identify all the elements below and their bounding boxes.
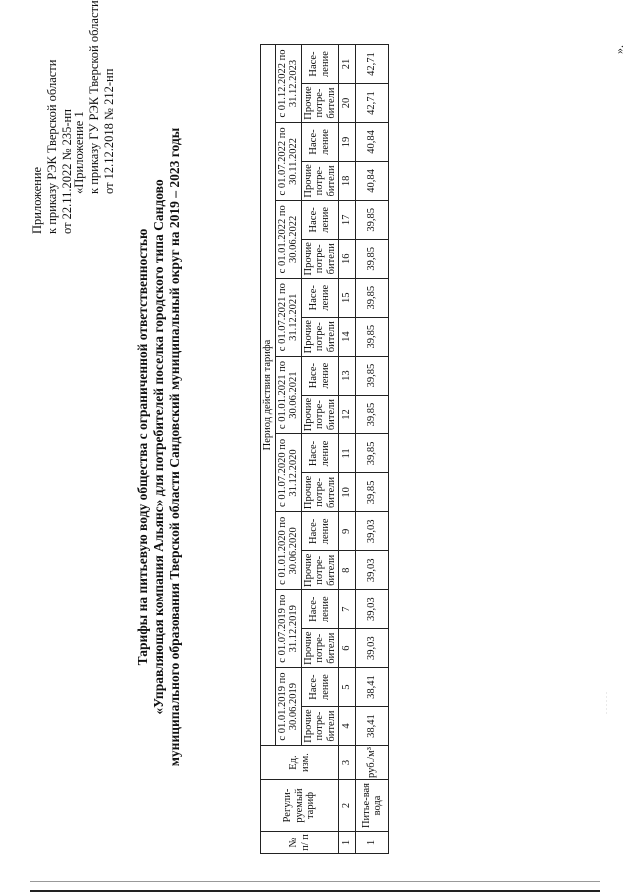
scan-edge-line: [30, 890, 600, 892]
column-number-cell: 15: [339, 278, 356, 317]
consumer-population-header: Насе-ление: [301, 512, 339, 551]
consumer-other-header: Прочие потре-бители: [301, 551, 339, 590]
period-range-header: с 01.07.2021 по 31.12.2021: [275, 278, 301, 356]
consumer-population-header: Насе-ление: [301, 590, 339, 629]
period-range-header: с 01.01.2021 по 30.06.2021: [275, 356, 301, 434]
consumer-other-header: Прочие потре-бители: [301, 317, 339, 356]
appendix-header-line: Приложение: [30, 166, 44, 234]
consumer-population-header: Насе-ление: [301, 200, 339, 239]
column-number-cell: 4: [339, 707, 356, 746]
tariff-value-cell: 39,85: [356, 200, 389, 239]
tariff-value-cell: 39,85: [356, 239, 389, 278]
column-number-cell: 3: [339, 746, 356, 780]
column-number-cell: 17: [339, 200, 356, 239]
tariff-value-cell: 39,85: [356, 473, 389, 512]
appendix-header-line: от 22.11.2022 № 235-нп: [60, 109, 74, 234]
tariff-value-cell: 40,84: [356, 161, 389, 200]
period-range-header: с 01.07.2019 по 31.12.2019: [275, 590, 301, 668]
tariff-value-cell: 39,85: [356, 356, 389, 395]
period-header: Период действия тарифа: [261, 45, 276, 746]
title-line: муниципального образования Тверской области Сандовский муниципальный округ на 2019 – 2023 годы: [167, 127, 182, 767]
end-quote-mark: ».: [612, 45, 626, 54]
period-range-header: с 01.07.2022 по 30.11.2022: [275, 123, 301, 201]
tariff-value-cell: 39,85: [356, 434, 389, 473]
appendix-header: [30, 60, 75, 234]
consumer-population-header: Насе-ление: [301, 668, 339, 707]
consumer-population-header: Насе-ление: [301, 45, 339, 84]
unit-cell: руб./м³: [356, 746, 389, 780]
tariff-value-cell: 39,03: [356, 551, 389, 590]
column-number-cell: 11: [339, 434, 356, 473]
period-range-header: с 01.07.2020 по 31.12.2020: [275, 434, 301, 512]
consumer-other-header: Прочие потре-бители: [301, 395, 339, 434]
tariff-value-cell: 39,03: [356, 629, 389, 668]
consumer-other-header: Прочие потре-бители: [301, 239, 339, 278]
column-number-cell: 14: [339, 317, 356, 356]
prior-order-header: [72, 0, 117, 194]
title-line: «Управляющая компания Альянс» для потребителей поселка городского типа Сандово: [151, 179, 166, 715]
column-number-cell: 5: [339, 668, 356, 707]
title-line: Тарифы на питьевую воду общества с ограниченной ответственностью: [135, 228, 150, 666]
tariff-value-cell: 39,85: [356, 278, 389, 317]
period-range-header: с 01.01.2022 по 30.06.2022: [275, 200, 301, 278]
consumer-population-header: Насе-ление: [301, 356, 339, 395]
column-number-cell: 21: [339, 45, 356, 84]
consumer-other-header: Прочие потре-бители: [301, 84, 339, 123]
tariff-value-cell: 39,03: [356, 512, 389, 551]
column-header-tariff: Регули-руемый тариф: [261, 780, 339, 832]
prior-order-line: от 12.12.2018 № 212-нп: [102, 68, 116, 194]
tariff-name-cell: Питье-вая вода: [356, 780, 389, 832]
table-row: [356, 45, 389, 854]
column-number-cell: 20: [339, 84, 356, 123]
column-header-unit: Ед. изм.: [261, 746, 339, 780]
consumer-other-header: Прочие потре-бители: [301, 473, 339, 512]
tariff-table: [260, 44, 389, 854]
tariff-value-cell: 40,84: [356, 123, 389, 162]
scan-edge-line: [30, 881, 600, 882]
tariff-value-cell: 42,71: [356, 84, 389, 123]
column-number-cell: 1: [339, 832, 356, 854]
column-number-cell: 13: [339, 356, 356, 395]
tariff-value-cell: 39,85: [356, 395, 389, 434]
consumer-population-header: Насе-ление: [301, 278, 339, 317]
column-number-cell: 2: [339, 780, 356, 832]
prior-order-line: «Приложение 1: [72, 111, 86, 194]
column-header-number: № п/ п: [261, 832, 339, 854]
period-range-header: с 01.01.2019 по 30.06.2019: [275, 668, 301, 746]
tariff-value-cell: 38,41: [356, 707, 389, 746]
tariff-value-cell: 39,85: [356, 317, 389, 356]
table-header: [261, 45, 339, 854]
column-number-cell: 18: [339, 161, 356, 200]
column-number-cell: 9: [339, 512, 356, 551]
column-number-cell: 12: [339, 395, 356, 434]
period-range-header: с 01.12.2022 по 31.12.2023: [275, 45, 301, 123]
period-range-header: с 01.01.2020 по 30.06.2020: [275, 512, 301, 590]
column-number-cell: 16: [339, 239, 356, 278]
row-number-cell: 1: [356, 832, 389, 854]
appendix-header-line: к приказу РЭК Тверской области: [45, 59, 59, 234]
table-body: [339, 45, 389, 854]
column-number-cell: 19: [339, 123, 356, 162]
tariff-value-cell: 42,71: [356, 45, 389, 84]
consumer-other-header: Прочие потре-бители: [301, 707, 339, 746]
column-number-cell: 10: [339, 473, 356, 512]
tariff-value-cell: 39,03: [356, 590, 389, 629]
column-number-cell: 8: [339, 551, 356, 590]
consumer-other-header: Прочие потре-бители: [301, 629, 339, 668]
consumer-population-header: Насе-ление: [301, 123, 339, 162]
consumer-population-header: Насе-ление: [301, 434, 339, 473]
margin-scan-marks: . . . . . .: [600, 692, 609, 714]
tariff-value-cell: 38,41: [356, 668, 389, 707]
document-title: [135, 0, 183, 894]
consumer-other-header: Прочие потре-бители: [301, 161, 339, 200]
column-number-cell: 6: [339, 629, 356, 668]
prior-order-line: к приказу ГУ РЭК Тверской области: [87, 0, 101, 194]
column-number-cell: 7: [339, 590, 356, 629]
